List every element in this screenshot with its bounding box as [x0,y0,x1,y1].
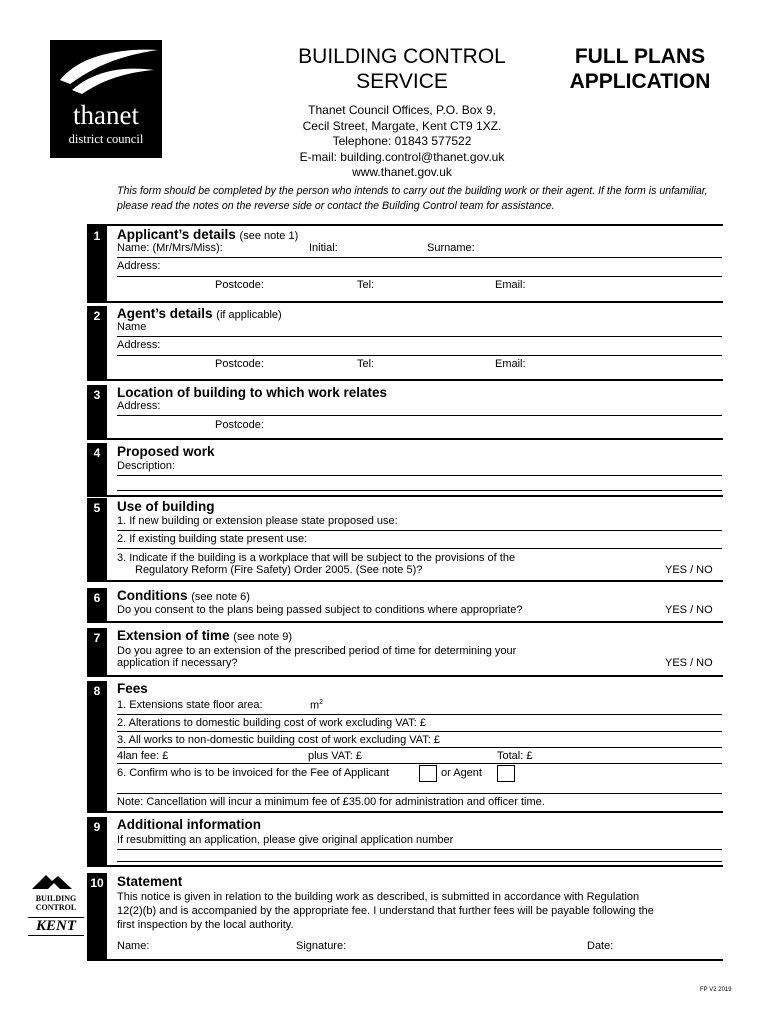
statement-line: 12(2)(b) and is accompanied by the appropriate fee. I understand that further fees will be payable following the [117,905,654,917]
section-title-conditions: Conditions (see note 6) [117,588,250,603]
section-divider [87,959,723,961]
postcode-label: Postcode: [215,358,264,370]
section-title-location: Location of building to which work relates [117,385,388,400]
postcode-label: Postcode: [215,419,264,431]
name-label: Name: [117,940,150,952]
form-reference: FP V2 2019 [700,987,732,993]
section-number-10: 10 [87,873,107,960]
field-line [117,861,722,862]
logo-subtitle: district council [68,132,144,146]
initial-label: Initial: [309,242,338,254]
name-label: Name [117,321,147,333]
section-divider [87,675,723,677]
section-number-9: 9 [87,817,107,865]
use-question-3: 3. Indicate if the building is a workplace that will be subject to the provisions of the [117,552,516,564]
yes-no-option[interactable]: YES / NO [665,657,713,669]
yes-no-option[interactable]: YES / NO [665,564,713,576]
field-line [117,257,722,258]
field-line [117,714,722,715]
cancellation-note: Note: Cancellation will incur a minimum fee of £35.00 for administration and officer time. [117,796,545,808]
field-line [117,763,722,764]
service-title [270,44,534,94]
section-divider [87,495,723,497]
form-title [540,44,740,94]
signature-label: Signature: [296,940,347,952]
service-line-1: BUILDING CONTROL [298,45,506,68]
email-label: Email: [495,279,526,291]
non-domestic-cost-label: 3. All works to non-domestic building cost of work excluding VAT: £ [117,734,441,746]
section-number-4: 4 [87,443,107,495]
resubmit-label: If resubmitting an application, please give original application number [117,834,454,846]
field-line [117,530,722,531]
yes-no-option[interactable]: YES / NO [665,604,713,616]
section-number-5: 5 [87,498,107,580]
section-number-1: 1 [87,226,107,301]
section-number-3: 3 [87,385,107,438]
email-address: E-mail: building.control@thanet.gov.uk [299,149,505,164]
intro-text: This form should be completed by the person who intends to carry out the building work or their agent. If the form is unfamiliar, please read the notes on the reverse side or contact the Building Control team for assistance. [117,185,708,212]
applicant-checkbox[interactable] [419,765,437,782]
section-number-8: 8 [87,681,107,811]
thanet-logo [50,40,162,158]
field-line [117,548,722,549]
total-label: Total: £ [497,750,533,762]
section-divider [87,621,723,623]
address-line: Cecil Street, Margate, Kent CT9 1XZ. [302,118,502,133]
bc-line-1: BUILDING [35,894,77,903]
square-metres-unit: $m^2$ [310,699,324,712]
title-line-2: APPLICATION [569,70,711,93]
address-label: Address: [117,400,161,412]
extension-question: Do you agree to an extension of the prescribed period of time for determining your [117,645,517,657]
invoice-question: 6. Confirm who is to be invoiced for the Fee of Applicant [117,767,390,779]
use-question-2: 2. If existing building state present use: [117,533,308,545]
plus-vat-label: plus VAT: £ [308,750,363,762]
section-divider [87,438,723,440]
field-line [117,276,722,277]
extension-question-cont: application if necessary? [117,657,238,669]
date-label: Date: [587,940,614,952]
bc-kent: KENT [28,917,84,936]
tel-label: Tel: [357,279,375,291]
website: www.thanet.gov.uk [352,165,452,179]
description-label: Description: [117,460,176,472]
address-line: Thanet Council Offices, P.O. Box 9, [308,103,496,117]
section-divider [87,811,723,813]
name-label: Name: (Mr/Mrs/Miss): [117,242,223,254]
field-line [117,415,722,416]
bc-line-2: CONTROL [35,903,77,912]
section-number-6: 6 [87,588,107,621]
title-line-1: FULL PLANS [574,45,706,68]
section-title-extension: Extension of time (see note 9) [117,628,292,643]
field-line [117,793,722,794]
section-title-applicant: Applicant’s details (see note 1) [117,227,299,242]
section-divider [87,580,723,582]
surname-label: Surname: [427,242,475,254]
statement-line: first inspection by the local authority. [117,919,294,931]
section-title-additional: Additional information [117,817,261,832]
field-line [117,747,722,748]
floor-area-label: 1. Extensions state floor area: [117,699,263,711]
section-title-statement: Statement [117,874,183,889]
conditions-question: Do you consent to the plans being passed subject to conditions where appropriate? [117,604,523,616]
section-title-agent: Agent’s details (if applicable) [117,306,282,321]
statement-text [117,890,722,932]
section-number-2: 2 [87,306,107,379]
section-title-use: Use of building [117,499,215,514]
or-agent-label: or Agent [441,767,482,779]
section-number-7: 7 [87,628,107,675]
field-line [117,355,722,356]
email-label: Email: [495,358,526,370]
address-label: Address: [117,339,161,351]
field-line [117,490,722,491]
council-address [270,103,534,181]
field-line [117,475,722,476]
section-divider [87,379,723,381]
plan-fee-label: 4lan fee: £ [117,750,169,762]
tel-label: Tel: [357,358,375,370]
postcode-label: Postcode: [215,279,264,291]
roof-icon [28,873,84,889]
use-question-3-cont: Regulatory Reform (Fire Safety) Order 2005. (See note 5)? [135,564,423,576]
service-line-2: SERVICE [356,70,448,93]
section-divider [87,301,723,303]
agent-checkbox[interactable] [497,765,515,782]
field-line [117,336,722,337]
use-question-1: 1. If new building or extension please state proposed use: [117,515,398,527]
statement-line: This notice is given in relation to the building work as described, is submitted in accordance with Regulation [117,891,640,903]
swoosh-icon [50,40,162,100]
divider [87,224,723,226]
section-title-proposed-work: Proposed work [117,444,215,459]
field-line [117,731,722,732]
section-divider [87,865,723,867]
building-control-kent-logo [28,873,84,936]
address-label: Address: [117,260,161,272]
field-line [117,849,722,850]
telephone: Telephone: 01843 577522 [332,134,472,148]
logo-name: thanet [73,100,139,130]
domestic-cost-label: 2. Alterations to domestic building cost of work excluding VAT: £ [117,717,426,729]
section-title-fees: Fees [117,681,148,696]
